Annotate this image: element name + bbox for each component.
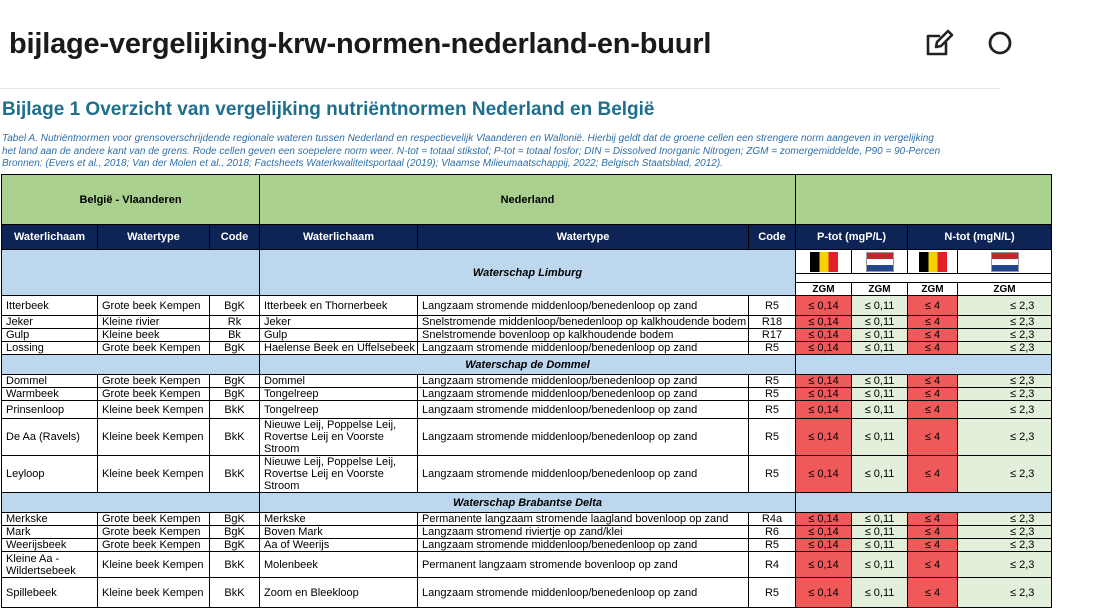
be-watertype: Kleine beek Kempen: [98, 456, 210, 493]
document-title: bijlage-vergelijking-krw-normen-nederland-en-buurl: [9, 28, 712, 60]
table-row: [2, 526, 1052, 539]
section-blank: [796, 493, 1052, 513]
table-row: [2, 456, 1052, 493]
caption-line: Bronnen: (Evers et al., 2018; Van der Molen et al., 2018; Factsheets Waterkwaliteitsportaal (2019); Vlaamse Milieumaatschappij, 2022; Belgisch Staatsblad, 2012).: [2, 158, 723, 169]
ntot-netherlands: ≤ 2,3: [958, 419, 1052, 456]
nl-waterlichaam: Haelense Beek en Uffelsebeek: [260, 342, 418, 355]
group-header-netherlands: Nederland: [260, 175, 796, 225]
be-code: BgK: [210, 296, 260, 316]
ptot-netherlands: ≤ 0,11: [852, 401, 908, 419]
nl-code: R5: [749, 419, 796, 456]
nl-watertype: Langzaam stromende middenloop/benedenloop op zand: [418, 375, 749, 388]
table-row: [2, 329, 1052, 342]
ntot-belgium: ≤ 4: [908, 316, 958, 329]
ptot-netherlands: ≤ 0,11: [852, 388, 908, 401]
ptot-belgium: ≤ 0,14: [796, 419, 852, 456]
search-icon[interactable]: [984, 28, 1014, 62]
nl-code: R5: [749, 375, 796, 388]
section-title: Waterschap Limburg: [260, 250, 796, 296]
ntot-belgium: ≤ 4: [908, 539, 958, 552]
be-code: BkK: [210, 419, 260, 456]
be-waterlichaam: Dommel: [2, 375, 98, 388]
ptot-netherlands: ≤ 0,11: [852, 342, 908, 355]
caption-line: Tabel A. Nutriëntnormen voor grensoverschrijdende regionale wateren tussen Nederland en respectievelijk Vlaanderen en Wallonië. Hierbij geldt dat de groene cellen een strengere norm aangeven in vergelijking: [2, 133, 934, 144]
be-watertype: Grote beek Kempen: [98, 526, 210, 539]
be-code: BgK: [210, 375, 260, 388]
nl-watertype: Langzaam stromende middenloop/benedenloop op zand: [418, 401, 749, 419]
col-header-ptot: P-tot (mgP/L): [796, 225, 908, 250]
nl-code: R6: [749, 526, 796, 539]
be-watertype: Grote beek Kempen: [98, 296, 210, 316]
be-waterlichaam: Lossing: [2, 342, 98, 355]
ntot-belgium: ≤ 4: [908, 296, 958, 316]
col-header-be-watertype: Watertype: [98, 225, 210, 250]
nl-waterlichaam: Nieuwe Leij, Poppelse Leij, Rovertse Leij en Voorste Stroom: [260, 456, 418, 493]
ptot-netherlands: ≤ 0,11: [852, 419, 908, 456]
nl-code: R4: [749, 552, 796, 578]
be-code: BkK: [210, 552, 260, 578]
ntot-belgium: ≤ 4: [908, 388, 958, 401]
col-header-be-code: Code: [210, 225, 260, 250]
ptot-belgium: ≤ 0,14: [796, 552, 852, 578]
ntot-belgium: ≤ 4: [908, 329, 958, 342]
flag-spacer: [796, 274, 1052, 283]
edit-icon[interactable]: [921, 27, 955, 61]
be-waterlichaam: Warmbeek: [2, 388, 98, 401]
nl-code: R5: [749, 401, 796, 419]
ntot-netherlands: ≤ 2,3: [958, 552, 1052, 578]
nl-waterlichaam: Jeker: [260, 316, 418, 329]
nl-watertype: Snelstromende middenloop/benedenloop op kalkhoudende bodem: [418, 316, 749, 329]
table-row: [2, 552, 1052, 578]
ntot-belgium: ≤ 4: [908, 342, 958, 355]
netherlands-flag-cell: [852, 250, 908, 274]
table-row: [2, 296, 1052, 316]
col-header-be-waterlichaam: Waterlichaam: [2, 225, 98, 250]
nl-waterlichaam: Tongelreep: [260, 388, 418, 401]
ntot-belgium: ≤ 4: [908, 578, 958, 608]
document-page: [0, 89, 1035, 605]
ptot-belgium: ≤ 0,14: [796, 388, 852, 401]
table-row: [2, 513, 1052, 526]
ptot-netherlands: ≤ 0,11: [852, 456, 908, 493]
ntot-netherlands: ≤ 2,3: [958, 316, 1052, 329]
be-watertype: Grote beek Kempen: [98, 375, 210, 388]
ntot-netherlands: ≤ 2,3: [958, 375, 1052, 388]
netherlands-flag-icon: [866, 252, 894, 272]
nl-waterlichaam: Merkske: [260, 513, 418, 526]
ptot-belgium: ≤ 0,14: [796, 316, 852, 329]
table-row: [2, 539, 1052, 552]
group-header-belgium: België - Vlaanderen: [2, 175, 260, 225]
nl-waterlichaam: Dommel: [260, 375, 418, 388]
nl-waterlichaam: Zoom en Bleekloop: [260, 578, 418, 608]
belgium-flag-cell: [796, 250, 852, 274]
ptot-belgium: ≤ 0,14: [796, 456, 852, 493]
ptot-belgium: ≤ 0,14: [796, 296, 852, 316]
nl-code: R4a: [749, 513, 796, 526]
nl-watertype: Langzaam stromende middenloop/benedenloop op zand: [418, 539, 749, 552]
nl-code: R5: [749, 578, 796, 608]
ntot-netherlands: ≤ 2,3: [958, 578, 1052, 608]
ptot-netherlands: ≤ 0,11: [852, 513, 908, 526]
nl-watertype: Langzaam stromende middenloop/benedenloop op zand: [418, 578, 749, 608]
be-watertype: Grote beek Kempen: [98, 539, 210, 552]
zgm-label: ZGM: [958, 283, 1052, 296]
ntot-belgium: ≤ 4: [908, 401, 958, 419]
nl-waterlichaam: Itterbeek en Thornerbeek: [260, 296, 418, 316]
nl-code: R5: [749, 539, 796, 552]
nl-watertype: Permanente langzaam stromende laagland bovenloop op zand: [418, 513, 749, 526]
section-blank: [796, 355, 1052, 375]
be-code: Rk: [210, 316, 260, 329]
belgium-flag-icon: [919, 252, 947, 272]
nl-waterlichaam: Molenbeek: [260, 552, 418, 578]
group-header-norms: [796, 175, 1052, 225]
ptot-netherlands: ≤ 0,11: [852, 578, 908, 608]
nl-watertype: Langzaam stromend riviertje op zand/klei: [418, 526, 749, 539]
section-title: Waterschap de Dommel: [260, 355, 796, 375]
be-waterlichaam: Mark: [2, 526, 98, 539]
ntot-netherlands: ≤ 2,3: [958, 513, 1052, 526]
table-row: [2, 342, 1052, 355]
be-code: BgK: [210, 526, 260, 539]
ptot-netherlands: ≤ 0,11: [852, 526, 908, 539]
appendix-heading: Bijlage 1 Overzicht van vergelijking nutriëntnormen Nederland en België: [2, 99, 655, 120]
ntot-belgium: ≤ 4: [908, 375, 958, 388]
ptot-netherlands: ≤ 0,11: [852, 296, 908, 316]
nl-watertype: Snelstromende bovenloop op kalkhoudende bodem: [418, 329, 749, 342]
ntot-netherlands: ≤ 2,3: [958, 296, 1052, 316]
ntot-belgium: ≤ 4: [908, 552, 958, 578]
col-header-ntot: N-tot (mgN/L): [908, 225, 1052, 250]
be-code: BgK: [210, 342, 260, 355]
belgium-flag-icon: [810, 252, 838, 272]
belgium-flag-cell: [908, 250, 958, 274]
nl-code: R17: [749, 329, 796, 342]
nl-waterlichaam: Aa of Weerijs: [260, 539, 418, 552]
ptot-netherlands: ≤ 0,11: [852, 316, 908, 329]
be-code: Bk: [210, 329, 260, 342]
ntot-belgium: ≤ 4: [908, 513, 958, 526]
ntot-belgium: ≤ 4: [908, 456, 958, 493]
table-row: [2, 375, 1052, 388]
table-row: [2, 316, 1052, 329]
be-waterlichaam: De Aa (Ravels): [2, 419, 98, 456]
be-code: BgK: [210, 539, 260, 552]
zgm-label: ZGM: [796, 283, 852, 296]
be-waterlichaam: Prinsenloop: [2, 401, 98, 419]
table-row: [2, 419, 1052, 456]
table-row: [2, 578, 1052, 608]
nl-watertype: Langzaam stromende middenloop/benedenloop op zand: [418, 419, 749, 456]
col-header-nl-code: Code: [749, 225, 796, 250]
section-blank: [2, 355, 260, 375]
be-waterlichaam: Itterbeek: [2, 296, 98, 316]
ptot-belgium: ≤ 0,14: [796, 375, 852, 388]
nl-waterlichaam: Tongelreep: [260, 401, 418, 419]
norms-table: [1, 174, 1052, 608]
netherlands-flag-cell: [958, 250, 1052, 274]
ntot-netherlands: ≤ 2,3: [958, 456, 1052, 493]
ptot-belgium: ≤ 0,14: [796, 401, 852, 419]
nl-watertype: Permanent langzaam stromende bovenloop op zand: [418, 552, 749, 578]
be-waterlichaam: Gulp: [2, 329, 98, 342]
ntot-netherlands: ≤ 2,3: [958, 539, 1052, 552]
nl-watertype: Langzaam stromende middenloop/benedenloop op zand: [418, 342, 749, 355]
zgm-label: ZGM: [908, 283, 958, 296]
netherlands-flag-icon: [991, 252, 1019, 272]
nl-code: R5: [749, 342, 796, 355]
be-watertype: Kleine beek Kempen: [98, 401, 210, 419]
be-watertype: Grote beek Kempen: [98, 342, 210, 355]
nl-code: R5: [749, 388, 796, 401]
be-code: BkK: [210, 401, 260, 419]
be-waterlichaam: Weerijsbeek: [2, 539, 98, 552]
ptot-belgium: ≤ 0,14: [796, 578, 852, 608]
be-watertype: Kleine beek Kempen: [98, 552, 210, 578]
ptot-belgium: ≤ 0,14: [796, 329, 852, 342]
ntot-netherlands: ≤ 2,3: [958, 388, 1052, 401]
ptot-belgium: ≤ 0,14: [796, 526, 852, 539]
nl-watertype: Langzaam stromende middenloop/benedenloop op zand: [418, 296, 749, 316]
col-header-nl-watertype: Watertype: [418, 225, 749, 250]
be-waterlichaam: Jeker: [2, 316, 98, 329]
nl-code: R5: [749, 296, 796, 316]
be-waterlichaam: Kleine Aa - Wildertsebeek: [2, 552, 98, 578]
col-header-nl-waterlichaam: Waterlichaam: [260, 225, 418, 250]
be-watertype: Kleine rivier: [98, 316, 210, 329]
ptot-netherlands: ≤ 0,11: [852, 329, 908, 342]
be-watertype: Kleine beek Kempen: [98, 578, 210, 608]
be-code: BgK: [210, 388, 260, 401]
ptot-belgium: ≤ 0,14: [796, 342, 852, 355]
nl-watertype: Langzaam stromende middenloop/benedenloop op zand: [418, 456, 749, 493]
be-watertype: Grote beek Kempen: [98, 513, 210, 526]
be-waterlichaam: Merkske: [2, 513, 98, 526]
be-code: BkK: [210, 578, 260, 608]
nl-waterlichaam: Gulp: [260, 329, 418, 342]
app-header: [0, 0, 1000, 89]
section-blank: [2, 250, 260, 296]
be-code: BkK: [210, 456, 260, 493]
caption-line: het land aan de andere kant van de grens. Rode cellen geven een soepelere norm weer. N-tot = totaal stikstof; P-tot = totaal fosfor; DIN = Dissolved Inorganic Nitrogen; ZGM = zomergemiddelde, P90 = 90-Percen: [2, 145, 941, 157]
ntot-belgium: ≤ 4: [908, 419, 958, 456]
section-title: Waterschap Brabantse Delta: [260, 493, 796, 513]
ptot-belgium: ≤ 0,14: [796, 539, 852, 552]
ntot-netherlands: ≤ 2,3: [958, 329, 1052, 342]
be-waterlichaam: Spillebeek: [2, 578, 98, 608]
nl-code: R18: [749, 316, 796, 329]
ntot-belgium: ≤ 4: [908, 526, 958, 539]
ptot-netherlands: ≤ 0,11: [852, 552, 908, 578]
section-blank: [2, 493, 260, 513]
nl-waterlichaam: Nieuwe Leij, Poppelse Leij, Rovertse Leij en Voorste Stroom: [260, 419, 418, 456]
be-watertype: Grote beek Kempen: [98, 388, 210, 401]
ntot-netherlands: ≤ 2,3: [958, 526, 1052, 539]
nl-code: R5: [749, 456, 796, 493]
ptot-netherlands: ≤ 0,11: [852, 539, 908, 552]
ntot-netherlands: ≤ 2,3: [958, 342, 1052, 355]
be-waterlichaam: Leyloop: [2, 456, 98, 493]
be-watertype: Kleine beek: [98, 329, 210, 342]
nl-waterlichaam: Boven Mark: [260, 526, 418, 539]
be-code: BgK: [210, 513, 260, 526]
zgm-label: ZGM: [852, 283, 908, 296]
ptot-netherlands: ≤ 0,11: [852, 375, 908, 388]
be-watertype: Kleine beek Kempen: [98, 419, 210, 456]
nl-watertype: Langzaam stromende middenloop/benedenloop op zand: [418, 388, 749, 401]
table-caption: [2, 133, 1102, 171]
table-row: [2, 388, 1052, 401]
table-row: [2, 401, 1052, 419]
ptot-belgium: ≤ 0,14: [796, 513, 852, 526]
ntot-netherlands: ≤ 2,3: [958, 401, 1052, 419]
